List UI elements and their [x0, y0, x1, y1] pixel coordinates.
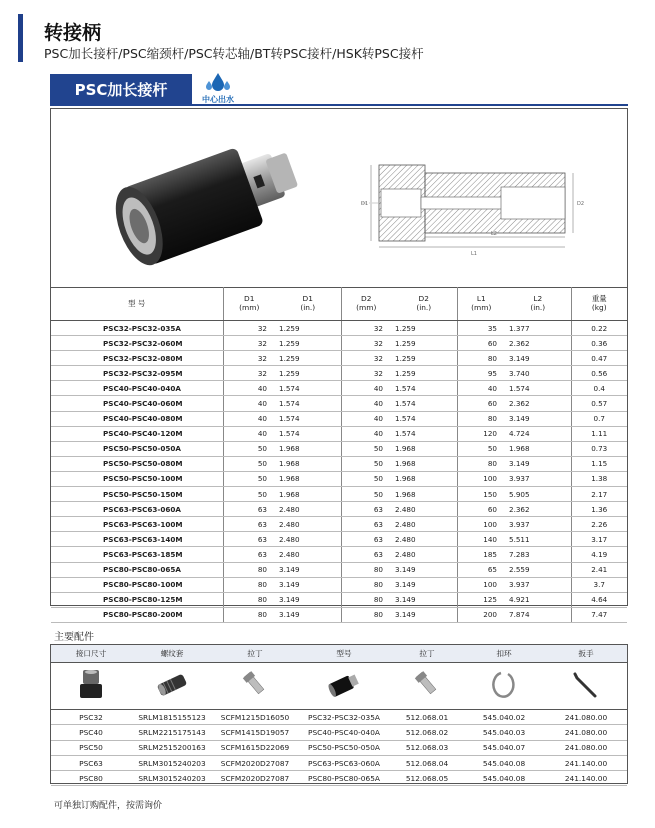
table-cell: 512.068.03 [391, 740, 463, 755]
table-cell: PSC50-PSC50-150M [51, 487, 223, 502]
table-cell: 100 [457, 517, 505, 532]
table-cell: 32 [223, 336, 275, 351]
table-row [51, 456, 627, 471]
extension-shank-photo [91, 131, 331, 271]
table-cell: 32 [341, 366, 391, 381]
table-cell: 60 [457, 336, 505, 351]
table-cell: 1.11 [571, 426, 627, 441]
table-cell: PSC50 [51, 740, 131, 755]
table-cell: 32 [341, 351, 391, 366]
table-row [51, 336, 627, 351]
list-item [51, 771, 627, 786]
accessories-header-cell: 扣环 [463, 645, 545, 663]
table-row [51, 562, 627, 577]
table-cell: 0.57 [571, 396, 627, 411]
table-cell: 4.19 [571, 547, 627, 562]
table-cell: 512.068.05 [391, 771, 463, 786]
table-cell: 1.968 [391, 471, 457, 486]
table-cell: 3.17 [571, 532, 627, 547]
table-cell: 0.36 [571, 336, 627, 351]
table-cell: PSC63-PSC63-100M [51, 517, 223, 532]
table-cell: 2.480 [391, 532, 457, 547]
table-cell: 3.149 [505, 411, 571, 426]
table-cell: 120 [457, 426, 505, 441]
table-cell: 241.140.00 [545, 755, 627, 770]
table-cell: 2.480 [275, 547, 341, 562]
table-cell: 40 [223, 381, 275, 396]
table-cell: PSC32-PSC32-035A [51, 321, 223, 336]
table-cell: 63 [341, 532, 391, 547]
d1-dimension-label: D1 [361, 201, 369, 207]
table-cell: 40 [341, 396, 391, 411]
table-cell: 1.574 [391, 396, 457, 411]
col-weight: 重量 (kg) [571, 288, 627, 321]
table-cell: PSC32-PSC32-095M [51, 366, 223, 381]
table-cell: 1.15 [571, 456, 627, 471]
table-row [51, 321, 627, 336]
table-cell: 5.905 [505, 487, 571, 502]
table-cell: 545.040.02 [463, 710, 545, 725]
table-cell: 63 [341, 517, 391, 532]
table-cell: 3.149 [275, 577, 341, 592]
accessories-icon-row [51, 663, 627, 710]
table-cell: 80 [223, 562, 275, 577]
table-cell: SCFM2020D27087 [213, 771, 297, 786]
threaded-sleeve-icon [78, 668, 104, 702]
spec-table [51, 287, 627, 623]
table-cell: 60 [457, 502, 505, 517]
table-cell: 1.574 [275, 396, 341, 411]
table-cell: PSC80-PSC80-100M [51, 577, 223, 592]
table-cell: SCFM2020D27087 [213, 755, 297, 770]
pull-stud-icon [155, 670, 189, 700]
table-cell: 3.937 [505, 471, 571, 486]
table-cell: 4.921 [505, 592, 571, 607]
table-row [51, 351, 627, 366]
table-cell: 150 [457, 487, 505, 502]
table-cell: 1.968 [275, 487, 341, 502]
list-item [51, 710, 627, 725]
table-cell: 63 [341, 502, 391, 517]
title-accent-bar [18, 14, 23, 62]
table-cell: 95 [457, 366, 505, 381]
table-cell: 7.874 [505, 607, 571, 622]
table-cell: PSC63-PSC63-140M [51, 532, 223, 547]
table-cell: 1.574 [505, 381, 571, 396]
table-cell: 545.040.03 [463, 725, 545, 740]
table-cell: 2.17 [571, 487, 627, 502]
table-cell: 3.149 [505, 456, 571, 471]
table-cell: PSC63-PSC63-060A [51, 502, 223, 517]
section-rule [50, 104, 628, 106]
table-row [51, 396, 627, 411]
table-cell: 1.574 [275, 426, 341, 441]
table-cell: 1.38 [571, 471, 627, 486]
table-row [51, 487, 627, 502]
table-cell: 40 [341, 411, 391, 426]
table-cell: 0.73 [571, 441, 627, 456]
table-cell: 2.480 [391, 517, 457, 532]
table-row [51, 366, 627, 381]
table-cell: 50 [223, 487, 275, 502]
table-cell: 63 [223, 547, 275, 562]
col-l1: L1 (mm) [457, 288, 505, 321]
table-row [51, 577, 627, 592]
table-cell: 80 [223, 577, 275, 592]
table-cell: 125 [457, 592, 505, 607]
table-row [51, 426, 627, 441]
col-l2: L2 (in.) [505, 288, 571, 321]
table-cell: PSC80-PSC80-125M [51, 592, 223, 607]
table-cell: 1.968 [391, 487, 457, 502]
section-tab [50, 74, 192, 104]
table-cell: SRLM3015240203 [131, 771, 213, 786]
section-tab-label: PSC加长接杆 [74, 80, 168, 99]
table-cell: 50 [223, 456, 275, 471]
table-cell: PSC32-PSC32-035A [297, 710, 391, 725]
table-cell: 200 [457, 607, 505, 622]
table-cell: 4.64 [571, 592, 627, 607]
table-cell: SCFM1615D22069 [213, 740, 297, 755]
table-cell: 545.040.07 [463, 740, 545, 755]
table-cell: 3.740 [505, 366, 571, 381]
table-cell: 50 [223, 471, 275, 486]
table-cell: 1.36 [571, 502, 627, 517]
table-cell: PSC63 [51, 755, 131, 770]
table-cell: 512.068.01 [391, 710, 463, 725]
table-cell: SCFM1415D19057 [213, 725, 297, 740]
screw-icon [240, 670, 270, 700]
list-item [51, 725, 627, 740]
table-cell: 512.068.02 [391, 725, 463, 740]
table-row [51, 532, 627, 547]
table-cell: 545.040.08 [463, 771, 545, 786]
list-item [51, 755, 627, 770]
table-cell: 32 [223, 321, 275, 336]
table-cell: 0.56 [571, 366, 627, 381]
col-d2-in: D2 (in.) [391, 288, 457, 321]
table-cell: 40 [223, 426, 275, 441]
table-cell: 40 [341, 426, 391, 441]
col-model: 型 号 [51, 288, 223, 321]
table-cell: PSC40-PSC40-120M [51, 426, 223, 441]
table-cell: 50 [341, 487, 391, 502]
table-row [51, 411, 627, 426]
table-cell: 3.149 [391, 592, 457, 607]
table-cell: PSC50-PSC50-050A [51, 441, 223, 456]
table-cell: 1.259 [391, 321, 457, 336]
list-item [51, 740, 627, 755]
hex-key-icon [571, 670, 601, 700]
water-drops-icon [204, 72, 232, 94]
table-cell: 241.080.00 [545, 740, 627, 755]
extension-shank-icon [327, 670, 361, 700]
table-cell: 185 [457, 547, 505, 562]
table-cell: 3.149 [391, 562, 457, 577]
table-cell: SCFM1215D16050 [213, 710, 297, 725]
table-cell: 1.259 [275, 321, 341, 336]
table-cell: 50 [341, 456, 391, 471]
table-cell: PSC50-PSC50-050A [297, 740, 391, 755]
table-cell: 35 [457, 321, 505, 336]
table-cell: 1.259 [391, 351, 457, 366]
table-cell: PSC32 [51, 710, 131, 725]
table-cell: PSC40 [51, 725, 131, 740]
table-cell: 140 [457, 532, 505, 547]
table-cell: 2.480 [275, 517, 341, 532]
table-cell: SRLM1815155123 [131, 710, 213, 725]
accessories-table [51, 645, 627, 786]
table-cell: 3.937 [505, 577, 571, 592]
page-title: 转接柄 [44, 22, 102, 44]
table-cell: 3.149 [391, 607, 457, 622]
table-cell: 3.149 [391, 577, 457, 592]
table-cell: PSC50-PSC50-100M [51, 471, 223, 486]
accessories-header-cell: 拉丁 [391, 645, 463, 663]
table-cell: 3.937 [505, 517, 571, 532]
col-d2-mm: D2 (mm) [341, 288, 391, 321]
table-cell: PSC50-PSC50-080M [51, 456, 223, 471]
accessories-header-cell: 拉丁 [213, 645, 297, 663]
retaining-ring-icon [491, 670, 517, 700]
accessories-header-cell: 接口尺寸 [51, 645, 131, 663]
table-cell: 1.259 [275, 351, 341, 366]
table-cell: 7.47 [571, 607, 627, 622]
table-cell: 1.968 [505, 441, 571, 456]
table-cell: 50 [341, 471, 391, 486]
table-cell: 1.574 [391, 426, 457, 441]
table-row [51, 441, 627, 456]
accessories-header-cell: 型号 [297, 645, 391, 663]
table-cell: PSC40-PSC40-080M [51, 411, 223, 426]
d2-dimension-label: D2 [577, 201, 585, 207]
table-cell: 80 [341, 592, 391, 607]
table-cell: 241.140.00 [545, 771, 627, 786]
table-cell: 1.968 [275, 456, 341, 471]
accessories-title: 主要配件 [54, 632, 94, 643]
table-cell: 1.377 [505, 321, 571, 336]
table-row [51, 547, 627, 562]
table-cell: PSC32-PSC32-060M [51, 336, 223, 351]
table-cell: 63 [223, 532, 275, 547]
table-cell: 2.362 [505, 502, 571, 517]
table-cell: 241.080.00 [545, 710, 627, 725]
table-cell: 5.511 [505, 532, 571, 547]
table-cell: PSC80-PSC80-065A [297, 771, 391, 786]
feature-badge [198, 72, 238, 108]
table-cell: PSC80-PSC80-200M [51, 607, 223, 622]
accessories-header [51, 645, 627, 663]
table-cell: 40 [223, 411, 275, 426]
l1-dimension-label: L1 [471, 251, 477, 257]
table-cell: 1.259 [275, 366, 341, 381]
table-cell: 1.574 [391, 381, 457, 396]
table-cell: 1.968 [275, 441, 341, 456]
table-cell: 1.968 [391, 441, 457, 456]
col-d1-in: D1 (in.) [275, 288, 341, 321]
table-cell: 0.22 [571, 321, 627, 336]
page-subtitle: PSC加长接杆/PSC缩颈杆/PSC转芯轴/BT转PSC接杆/HSK转PSC接杆 [44, 46, 424, 61]
table-cell: 60 [457, 396, 505, 411]
table-cell: 1.968 [275, 471, 341, 486]
table-cell: 32 [341, 321, 391, 336]
table-cell: 3.149 [275, 592, 341, 607]
screw-icon [412, 670, 442, 700]
table-cell: PSC40-PSC40-040A [51, 381, 223, 396]
table-row [51, 381, 627, 396]
table-cell: 80 [341, 607, 391, 622]
feature-label: 中心出水 [202, 95, 234, 104]
table-cell: 1.968 [391, 456, 457, 471]
table-cell: 80 [341, 577, 391, 592]
table-cell: 100 [457, 577, 505, 592]
table-cell: 40 [457, 381, 505, 396]
table-cell: 2.362 [505, 336, 571, 351]
table-cell: 2.362 [505, 396, 571, 411]
table-cell: 80 [457, 456, 505, 471]
table-cell: 3.149 [505, 351, 571, 366]
table-cell: 80 [223, 607, 275, 622]
product-panel [50, 108, 628, 620]
table-row [51, 502, 627, 517]
table-cell: 1.259 [275, 336, 341, 351]
table-cell: 2.480 [391, 502, 457, 517]
table-cell: 50 [223, 441, 275, 456]
table-cell: PSC63-PSC63-060A [297, 755, 391, 770]
accessories-header-cell: 扳手 [545, 645, 627, 663]
table-cell: 32 [223, 351, 275, 366]
table-cell: 0.47 [571, 351, 627, 366]
table-cell: 4.724 [505, 426, 571, 441]
table-cell: SRLM2515200163 [131, 740, 213, 755]
product-illustration-area [51, 109, 627, 287]
table-row [51, 592, 627, 607]
table-cell: 3.149 [275, 607, 341, 622]
l2-dimension-label: L2 [491, 231, 497, 237]
table-cell: SRLM3015240203 [131, 755, 213, 770]
table-cell: 32 [341, 336, 391, 351]
table-cell: 50 [457, 441, 505, 456]
table-cell: 80 [223, 592, 275, 607]
table-cell: 241.080.00 [545, 725, 627, 740]
table-cell: 40 [223, 396, 275, 411]
table-cell: 512.068.04 [391, 755, 463, 770]
accessories-header-cell: 螺纹套 [131, 645, 213, 663]
table-cell: 3.7 [571, 577, 627, 592]
table-cell: 2.480 [275, 502, 341, 517]
table-row [51, 517, 627, 532]
table-cell: 80 [457, 351, 505, 366]
table-row [51, 471, 627, 486]
table-cell: 100 [457, 471, 505, 486]
table-cell: 2.26 [571, 517, 627, 532]
table-cell: 2.41 [571, 562, 627, 577]
table-cell: 63 [341, 547, 391, 562]
table-cell: 1.259 [391, 366, 457, 381]
table-cell: 1.259 [391, 336, 457, 351]
table-cell: 80 [457, 411, 505, 426]
table-cell: 7.283 [505, 547, 571, 562]
table-cell: 40 [341, 381, 391, 396]
table-cell: 1.574 [275, 411, 341, 426]
col-d1-mm: D1 (mm) [223, 288, 275, 321]
table-row [51, 607, 627, 622]
table-cell: 65 [457, 562, 505, 577]
table-cell: SRLM2215175143 [131, 725, 213, 740]
table-cell: PSC63-PSC63-185M [51, 547, 223, 562]
table-cell: 0.7 [571, 411, 627, 426]
table-cell: 63 [223, 517, 275, 532]
accessories-panel [50, 644, 628, 784]
table-cell: 1.574 [275, 381, 341, 396]
table-cell: 0.4 [571, 381, 627, 396]
table-cell: 3.149 [275, 562, 341, 577]
table-cell: PSC40-PSC40-060M [51, 396, 223, 411]
table-cell: 32 [223, 366, 275, 381]
table-cell: 1.574 [391, 411, 457, 426]
table-cell: 2.559 [505, 562, 571, 577]
technical-drawing [351, 147, 611, 257]
table-cell: 2.480 [391, 547, 457, 562]
table-cell: 545.040.08 [463, 755, 545, 770]
table-cell: 63 [223, 502, 275, 517]
footnote: 可单独订购配件，按需询价 [54, 801, 163, 811]
table-cell: 80 [341, 562, 391, 577]
table-cell: 2.480 [275, 532, 341, 547]
table-cell: PSC40-PSC40-040A [297, 725, 391, 740]
table-cell: 50 [341, 441, 391, 456]
table-cell: PSC80-PSC80-065A [51, 562, 223, 577]
spec-table-header [51, 288, 627, 321]
table-cell: PSC32-PSC32-080M [51, 351, 223, 366]
table-cell: PSC80 [51, 771, 131, 786]
